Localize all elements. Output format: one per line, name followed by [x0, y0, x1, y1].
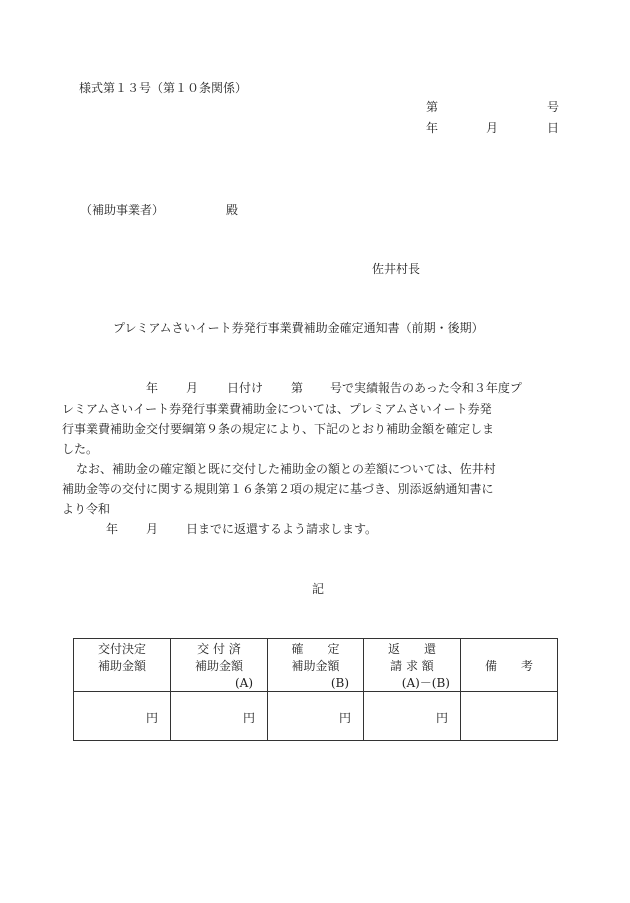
body-date-suffix: 日付け	[227, 381, 264, 395]
header-decided-l2: 補助金額	[97, 659, 146, 673]
body-p2-end: 日までに返還するよう請求します。	[186, 522, 378, 536]
header-cell-paid	[171, 639, 268, 692]
body-line2: レミアムさいイート券発行事業費補助金については、プレミアムさいイート券発	[62, 402, 492, 416]
header-confirmed-l3: (B)	[330, 676, 349, 690]
body-p2-month: 月	[146, 522, 159, 536]
unit-yen: 円	[338, 711, 351, 725]
body-line1-rest: 号で実績報告のあった令和３年度プ	[330, 381, 522, 395]
amount-cell-confirmed	[268, 692, 364, 741]
ki-heading: 記	[312, 582, 325, 596]
addressee-name: （補助事業者）	[80, 203, 165, 217]
header-confirmed-l2: 補助金額	[291, 659, 340, 673]
sender: 佐井村長	[372, 262, 421, 276]
header-return-l1: 返 還	[387, 642, 436, 656]
amount-table	[73, 638, 558, 741]
header-remarks: 備 考	[484, 659, 533, 673]
unit-yen: 円	[145, 711, 158, 725]
table-header-row	[74, 639, 558, 692]
addressee-honorific: 殿	[226, 203, 239, 217]
body-number-prefix: 第	[291, 381, 304, 395]
table-row	[74, 692, 558, 741]
body-line3: 行事業費補助金交付要綱第９条の規定により、下記のとおり補助金額を確定しま	[62, 422, 495, 436]
header-confirmed-l1: 確 定	[291, 642, 340, 656]
unit-yen: 円	[242, 711, 255, 725]
body-p2-line1: なお、補助金の確定額と既に交付した補助金の額との差額については、佐井村	[76, 462, 496, 476]
doc-number-suffix: 号	[547, 100, 560, 114]
body-month: 月	[186, 381, 199, 395]
header-paid-l2: 補助金額	[194, 659, 243, 673]
header-paid-l3: (A)	[234, 676, 253, 690]
date-month-label: 月	[486, 121, 499, 135]
body-p2-line2: 補助金等の交付に関する規則第１６条第２項の規定に基づき、別添返納通知書に	[62, 482, 494, 496]
body-year: 年	[146, 381, 159, 395]
amount-cell-remarks	[461, 692, 558, 741]
date-day-label: 日	[547, 121, 560, 135]
header-paid-l1: 交 付 済	[197, 642, 241, 656]
header-cell-decided	[74, 639, 171, 692]
header-cell-confirmed	[268, 639, 364, 692]
amount-cell-paid	[171, 692, 268, 741]
amount-cell-return	[364, 692, 461, 741]
body-p2-line3: より令和	[62, 502, 111, 516]
body-p2-year: 年	[106, 522, 119, 536]
amount-cell-decided	[74, 692, 171, 741]
header-return-l3: (A)－(B)	[401, 676, 450, 690]
header-cell-remarks	[461, 639, 558, 692]
body-line4: した。	[62, 442, 99, 456]
header-decided-l1: 交付決定	[97, 642, 146, 656]
document-title: プレミアムさいイート券発行事業費補助金確定通知書（前期・後期）	[113, 321, 484, 335]
doc-number-prefix: 第	[426, 100, 439, 114]
header-return-l2: 請 求 額	[390, 659, 434, 673]
form-number: 様式第１３号（第１０条関係）	[79, 81, 248, 95]
unit-yen: 円	[435, 711, 448, 725]
header-cell-return	[364, 639, 461, 692]
date-year-label: 年	[426, 121, 439, 135]
